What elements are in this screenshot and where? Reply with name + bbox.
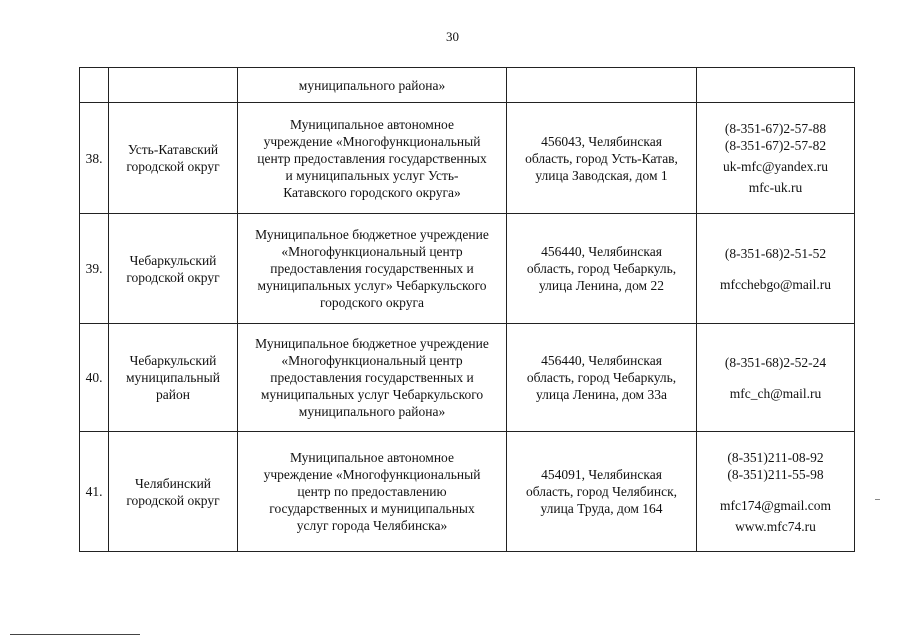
address-line: улица Заводская, дом 1 <box>535 167 668 183</box>
email-link[interactable]: uk-mfc@yandex.ru <box>722 159 829 174</box>
row-number: 39. <box>80 214 109 324</box>
address-line: область, город Усть-Катав, <box>525 150 678 166</box>
district-line: городской округ <box>126 159 220 174</box>
table-row <box>80 432 855 552</box>
address-cell <box>507 432 697 552</box>
row-number: 38. <box>80 103 109 214</box>
district-cell <box>109 68 238 103</box>
email-link[interactable]: mfc_ch@mail.ru <box>729 385 822 401</box>
district-cell <box>109 103 238 214</box>
org-cell <box>238 214 507 324</box>
district-cell <box>109 214 238 324</box>
org-line: муниципального района» <box>298 404 446 419</box>
district-line: Чебаркульский <box>129 252 217 268</box>
district-line: Чебаркульский <box>129 353 217 368</box>
address-line: 456043, Челябинская <box>541 133 662 149</box>
district-line: муниципальный <box>126 370 220 385</box>
district-line: Челябинский <box>134 475 212 491</box>
table-row <box>80 214 855 324</box>
contacts-cell <box>697 68 855 103</box>
phone: (8-351)211-08-92 <box>727 449 824 465</box>
org-line: учреждение «Многофункциональный <box>263 467 481 482</box>
address-line: улица Ленина, дом 22 <box>539 278 664 293</box>
org-line: центр предоставления государственных <box>257 150 487 166</box>
website-link[interactable]: mfc-uk.ru <box>748 180 803 195</box>
mfc-registry-table <box>79 67 855 552</box>
continuation-row <box>80 68 855 103</box>
org-line: муниципальных услуг» Чебаркульского <box>257 278 487 293</box>
address-line: 454091, Челябинская <box>541 467 662 482</box>
org-cell <box>238 432 507 552</box>
address-line: область, город Чебаркуль, <box>526 261 677 276</box>
phone: (8-351-68)2-52-24 <box>724 354 827 370</box>
table-row <box>80 103 855 214</box>
email-link[interactable]: mfc174@gmail.com <box>719 497 832 513</box>
district-line: Усть-Катавский <box>127 142 219 157</box>
district-line: городской округ <box>126 269 220 285</box>
num-cell <box>80 68 109 103</box>
phone: (8-351-68)2-51-52 <box>724 245 827 261</box>
address-cell <box>507 103 697 214</box>
org-line: муниципального района» <box>298 77 446 93</box>
org-line: Муниципальное бюджетное учреждение <box>255 227 489 242</box>
phone: (8-351-67)2-57-88 <box>724 121 827 136</box>
org-line: Муниципальное бюджетное учреждение <box>255 336 489 351</box>
phone: (8-351-67)2-57-82 <box>724 138 827 153</box>
org-line: Муниципальное автономное <box>290 450 454 465</box>
contacts-cell <box>697 324 855 432</box>
contacts-cell <box>697 214 855 324</box>
org-line: услуг города Челябинска» <box>296 518 448 533</box>
org-cell <box>238 324 507 432</box>
phone: (8-351)211-55-98 <box>727 466 824 482</box>
table-row <box>80 324 855 432</box>
margin-mark <box>875 499 880 500</box>
district-cell <box>109 432 238 552</box>
org-cell <box>238 103 507 214</box>
contacts-cell <box>697 432 855 552</box>
address-line: 456440, Челябинская <box>541 244 662 259</box>
website-link[interactable]: www.mfc74.ru <box>735 518 816 534</box>
address-line: область, город Челябинск, <box>525 484 678 499</box>
org-line: центр по предоставлению <box>297 484 447 499</box>
footnote-rule <box>10 634 140 635</box>
email-link[interactable]: mfcchebgo@mail.ru <box>719 276 832 292</box>
address-cell <box>507 324 697 432</box>
org-line: Катавского городского округа» <box>283 184 461 200</box>
district-line: городской округ <box>126 492 220 508</box>
contacts-cell <box>697 103 855 214</box>
org-line: городского округа <box>319 295 425 310</box>
org-line: муниципальных услуг Чебаркульского <box>260 387 484 402</box>
org-line: предоставления государственных и <box>270 261 474 276</box>
page-number: 30 <box>446 29 459 44</box>
org-line: предоставления государственных и <box>270 370 474 385</box>
org-line: Муниципальное автономное <box>290 116 454 132</box>
org-cell <box>238 68 507 103</box>
org-line: учреждение «Многофункциональный <box>263 133 481 149</box>
org-line: «Многофункциональный центр <box>281 353 463 368</box>
district-cell <box>109 324 238 432</box>
address-cell <box>507 214 697 324</box>
address-line: область, город Чебаркуль, <box>526 370 677 385</box>
org-line: и муниципальных услуг Усть- <box>285 167 459 183</box>
row-number: 40. <box>80 324 109 432</box>
org-line: «Многофункциональный центр <box>281 244 463 259</box>
district-line: район <box>156 387 190 402</box>
address-line: 456440, Челябинская <box>541 353 662 368</box>
address-line: улица Труда, дом 164 <box>540 501 663 516</box>
address-line: улица Ленина, дом 33а <box>536 387 667 402</box>
row-number: 41. <box>80 432 109 552</box>
org-line: государственных и муниципальных <box>269 501 475 516</box>
address-cell <box>507 68 697 103</box>
